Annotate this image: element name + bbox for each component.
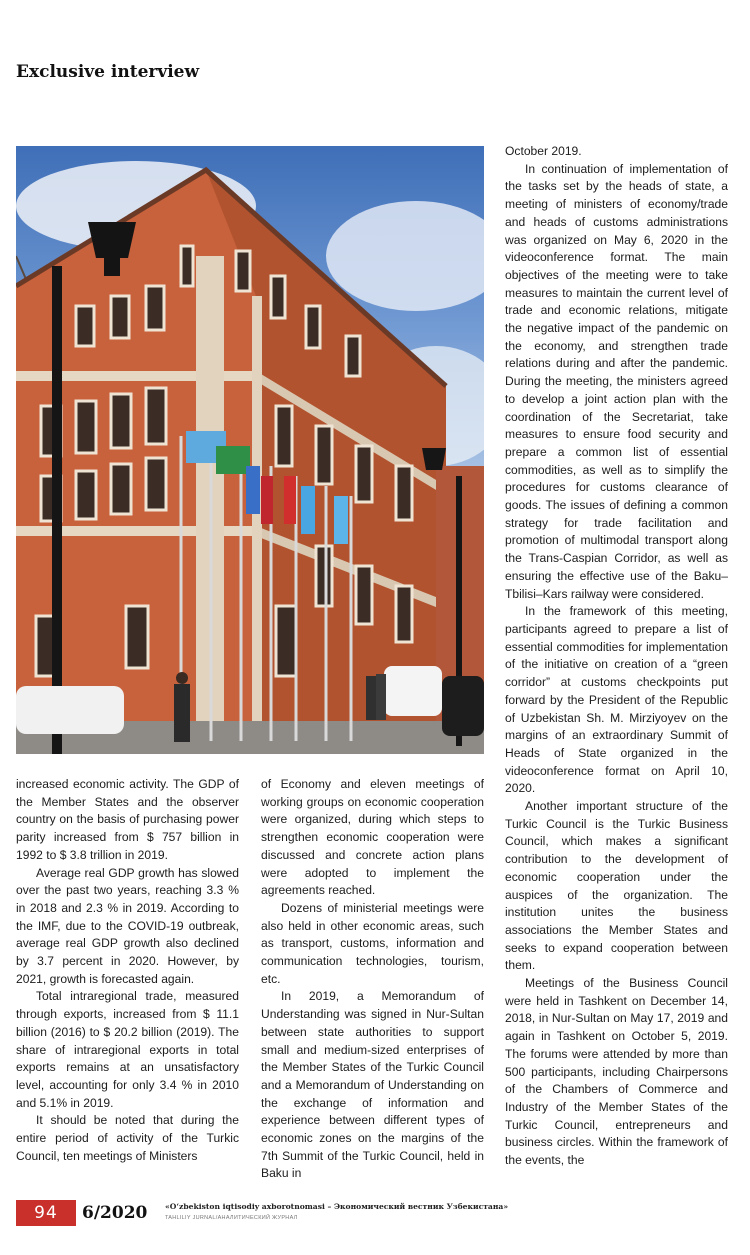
paragraph: In continuation of implementation of the tasks set by the heads of state, a meeting of ministers of economy/trade and heads of customs administrations was organized on May 6, 2020 in the videoconference format. The main objectives of the meeting were to take measures to maintain the current level of trade and economic relations, mitigate the negative impact of the pandemic on the economy, and strengthen trade relations during and after the pandemic. During the meeting, the ministers agreed to develop a joint action plan with the coordination of the Secretariat, take measures to ensure food security and prepare a common list of essential commodities, as well as to simplify the procedures for customs clearance of goods. The issues of defining a common strategy for trade facilitation and promotion of multimodal transport along the Trans-Caspian Corridor, as well as ensuring the effective use of the Baku–Tbilisi–Kars railway were considered.: [505, 161, 728, 601]
journal-subtitle: TAHLILIY JURNAL/АНАЛИТИЧЕСКИЙ ЖУРНАЛ: [165, 1215, 298, 1221]
paragraph: October 2019.: [505, 144, 582, 158]
column-3: [505, 143, 728, 1170]
paragraph: Total intraregional trade, measured through exports, increased from $ 11.1 billion (2016) to $ 20.2 billion (2019). The share of intraregional exports in total exports remains at an unsatisfactory level, accounting for only 3.4 % in 2010 and 5.1% in 2019.: [16, 989, 239, 1110]
issue-number: 6/2020: [82, 1203, 148, 1223]
paragraph: It should be noted that during the entire period of activity of the Turkic Council, ten meetings of Ministers: [16, 1113, 239, 1163]
paragraph: increased economic activity. The GDP of the Member States and the observer country on the basis of purchasing power parity increased from $ 757 billion in 1992 to $ 3.8 trillion in 2019.: [16, 777, 239, 862]
building-illustration: [16, 146, 484, 754]
section-title: Exclusive interview: [16, 62, 200, 82]
paragraph: Meetings of the Business Council were held in Tashkent on December 14, 2018, in Nur-Sultan on May 17, 2019 and again in Tashkent on October 5, 2019. The forums were attended by more than 500 participants, including Chairpersons of the Chambers of Commerce and Industry of the Member States of the Turkic Council, entrepreneurs and business circles. Within the framework of the events, the: [505, 976, 728, 1168]
paragraph: In the framework of this meeting, participants agreed to prepare a list of essential commodities for implementation of the initiative on creation of a “green corridor” at customs checkpoints put forward by the President of the Republic of Uzbekistan Sh. M. Mirziyoyev on the margins of an extraordinary Summit of Heads of State organized in the videoconference format on April 10, 2020.: [505, 604, 728, 796]
page-number: 94: [16, 1200, 76, 1226]
paragraph: Average real GDP growth has slowed over the past two years, reaching 3.3 % in 2018 and 2.3 % in 2019. According to the IMF, due to the COVID-19 outbreak, average real GDP growth also declined by 3.7 percent in 2020. However, by 2021, growth is forecasted again.: [16, 865, 239, 986]
paragraph: Dozens of ministerial meetings were also held in other economic areas, such as transport, customs, information and communication technologies, tourism, etc.: [261, 900, 484, 986]
paragraph: In 2019, a Memorandum of Understanding was signed in Nur-Sultan between state authorities to support small and medium-sized enterprises of the Member States of the Turkic Council and a Memorandum of Understanding on the exchange of information and experience between different types of economic zones on the margins of the 7th Summit of the Turkic Council, held in Baku in: [261, 989, 484, 1181]
journal-title: «O‘zbekiston iqtisodiy axborotnomasi – Экономический вестник Узбекистана»: [165, 1202, 509, 1211]
paragraph: of Economy and eleven meetings of working groups on economic cooperation were organized, during which steps to strengthen economic cooperation were discussed and concrete action plans were adopted to implement the agreements reached.: [261, 777, 484, 898]
building-photo: [16, 146, 484, 754]
column-1: [16, 776, 239, 1165]
paragraph: Another important structure of the Turkic Council is the Turkic Business Council, which makes a significant contribution to the development of economic cooperation under the auspices of the organization. The institution unites the business associations the Member States and seeks to expand cooperation between them.: [505, 799, 728, 973]
column-2: [261, 776, 484, 1183]
